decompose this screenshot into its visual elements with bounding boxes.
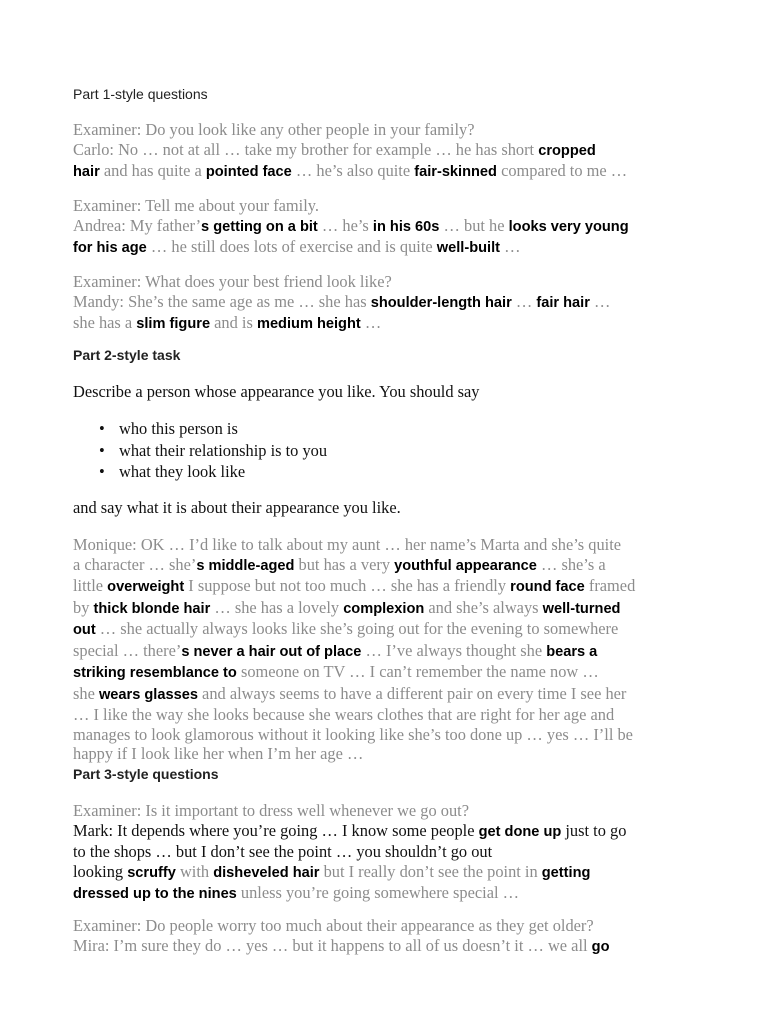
text-run: Mark: It depends where you’re going … I know some people [73,820,479,840]
text-run: … I like the way she looks because she wears clothes that are right for her age and [73,705,615,724]
text-run: unless you’re going somewhere special … [236,883,520,902]
text-run: Monique: OK … I’d like to talk about my aunt … her name’s Marta and she’s quite [73,535,622,554]
heading-part1: Part 1-style questions [73,86,208,102]
key-phrase: getting [541,864,591,881]
text-run: special … there’ [73,640,182,660]
text-run: Andrea: My father’ [73,215,202,235]
text-run: someone on TV … I can’t remember the name now … [236,662,599,681]
text-run: she has a [73,313,137,332]
bullet-icon: • [99,440,105,460]
text-run: Carlo: No … not at all … take my brother for example … he has short [73,139,539,159]
key-phrase: s never a hair out of place [181,643,362,660]
text-line [73,140,698,162]
key-phrase: well-turned [542,600,621,617]
exchange-mark [73,801,698,905]
answer-monique [73,535,698,764]
text-run: looking [73,861,128,881]
text-run: … [500,237,521,256]
text-line [73,313,698,335]
key-phrase: medium height [256,316,361,332]
bullet-icon: • [99,462,105,481]
text-run: little [73,576,108,595]
text-run: manages to look glamorous without it looking like she’s too done up … yes … I’ll be [73,724,633,744]
text-run: … she actually always looks like she’s going out for the evening to somewhere [95,619,619,638]
text-run: I suppose but not too much … she has a friendly [184,576,511,595]
key-phrase: get done up [478,823,562,840]
text-line [73,936,698,958]
text-line [73,535,698,555]
key-phrase: youthful appearance [394,557,537,574]
key-phrase: go [591,938,610,955]
key-phrase: well-built [436,240,501,256]
text-run: framed [584,576,636,595]
key-phrase: for his age [73,240,147,256]
key-phrase: disheveled hair [213,864,320,881]
text-line [73,842,698,862]
text-run: … [511,291,537,311]
text-line [73,705,698,725]
text-run: … he’s also quite [291,161,415,180]
text-run: and she’s always [424,597,543,617]
text-line [73,916,698,936]
text-run: Examiner: Tell me about your family. [73,196,320,215]
key-phrase: fair-skinned [414,164,497,180]
key-phrase: s getting on a bit [201,218,318,235]
key-phrase: bears a [546,643,598,660]
key-phrase: dressed up to the nines [73,886,237,902]
task-bullet-item: • what their relationship is to you [99,440,328,460]
task-closing-text: and say what it is about their appearance you like. [73,498,401,517]
bullet-icon: • [99,419,105,438]
text-run: … but he [439,215,509,235]
text-line [73,161,698,183]
key-phrase: pointed face [205,164,292,180]
text-line [73,237,698,259]
text-run: a character … she’ [73,554,197,574]
text-line [73,272,698,292]
exchange-carlo [73,120,698,183]
text-run: Examiner: Do people worry too much about their appearance as they get older? [73,916,594,935]
text-run: just to go [561,820,627,840]
text-run: Mira: I’m sure they do … yes … but it happens to all of us doesn’t it … we all [73,935,592,955]
text-line [73,862,698,884]
text-line [73,576,698,598]
text-run: to the shops … but I don’t see the point … you shouldn’t go out [73,842,493,861]
text-run: … [589,291,611,311]
key-phrase: cropped [538,142,596,159]
key-phrase: slim figure [136,316,211,332]
exchange-andrea [73,196,698,259]
text-run: but has a very [294,554,395,574]
text-line [73,883,698,905]
task-closing [73,498,698,518]
text-line [73,598,698,620]
key-phrase: fair hair [536,294,590,311]
text-line [73,292,698,314]
task-prompt-text: Describe a person whose appearance you like. You should say [73,382,480,401]
key-phrase: out [73,622,96,638]
text-line [73,744,698,764]
text-run: … [360,313,382,332]
text-run: … she’s a [536,554,606,574]
text-run: happy if I look like her when I’m her age … [73,744,364,763]
text-run: with [175,861,214,881]
text-line [73,662,698,684]
text-run: but I really don’t see the point in [319,861,542,881]
text-run: she [73,683,99,703]
text-line [73,216,698,238]
text-run: … she has a lovely [210,597,344,617]
text-line [73,120,698,140]
task-bullet-list [73,418,327,483]
key-phrase: shoulder-length hair [370,294,512,311]
text-line [73,801,698,821]
key-phrase: overweight [107,579,185,595]
text-run: … he still does lots of exercise and is quite [146,237,437,256]
text-run: … I’ve always thought she [361,640,547,660]
key-phrase: wears glasses [98,686,198,703]
task-bullet-item: • who this person is [99,419,238,438]
text-run: compared to me … [496,161,628,180]
text-line [73,555,698,577]
text-run: Examiner: What does your best friend look like? [73,272,392,291]
exchange-mira [73,916,698,957]
key-phrase: looks very young [508,218,629,235]
text-line [73,196,698,216]
key-phrase: round face [510,579,585,595]
key-phrase: in his 60s [372,218,440,235]
text-line [73,821,698,843]
key-phrase: striking resemblance to [73,665,237,681]
text-line [73,725,698,745]
text-run: and is [210,313,257,332]
text-run: … he’s [317,215,373,235]
text-run: Mandy: She’s the same age as me … she has [73,291,371,311]
text-line [73,619,698,641]
task-prompt [73,382,698,402]
heading-part3: Part 3-style questions [73,766,219,782]
text-line [73,641,698,663]
text-run: Examiner: Do you look like any other people in your family? [73,120,475,139]
key-phrase: scruffy [127,864,176,881]
text-run: and always seems to have a different pair on every time I see her [197,683,627,703]
key-phrase: complexion [343,600,425,617]
text-run: Examiner: Is it important to dress well whenever we go out? [73,801,470,820]
key-phrase: hair [73,164,100,180]
exchange-mandy [73,272,698,335]
text-run: by [73,597,94,617]
text-run: and has quite a [99,161,206,180]
task-bullet-item: • what they look like [99,462,246,481]
key-phrase: thick blonde hair [93,600,211,617]
key-phrase: s middle-aged [196,557,295,574]
text-line [73,684,698,706]
heading-part2: Part 2-style task [73,347,181,363]
